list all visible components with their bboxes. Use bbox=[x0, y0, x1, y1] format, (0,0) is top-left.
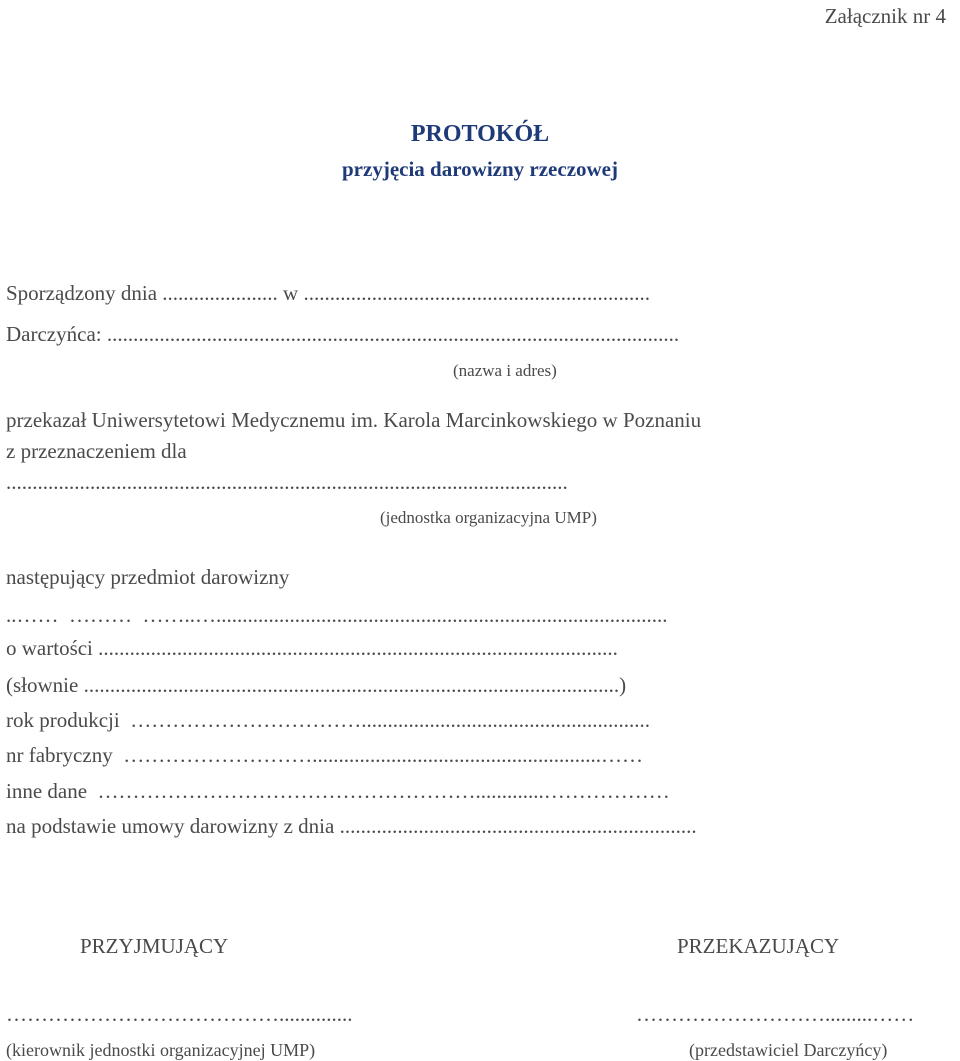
purpose-line: z przeznaczeniem dla bbox=[6, 439, 187, 463]
donor-line: Darczyńca: ............................................................................................................. bbox=[6, 322, 680, 346]
subject-dots-line: ..…… ……… ……..…...................................................................................... bbox=[6, 603, 668, 627]
unit-caption: (jednostka organizacyjna UMP) bbox=[380, 508, 597, 527]
annex-label: Załącznik nr 4 bbox=[824, 4, 946, 28]
other-data-line: inne dane ……………………………………………….............……………… bbox=[6, 779, 670, 803]
subject-line: następujący przedmiot darowizny bbox=[6, 565, 290, 589]
agreement-line: na podstawie umowy darowizny z dnia .................................................................... bbox=[6, 814, 697, 838]
production-year-line: rok produkcji ……………………………....................................................... bbox=[6, 708, 650, 732]
receiver-signature-dots: ………………………………….............. bbox=[6, 1002, 353, 1026]
donor-caption: (nazwa i adres) bbox=[453, 361, 557, 380]
donor-signature-caption: (przedstawiciel Darczyńcy) bbox=[689, 1040, 888, 1060]
transferred-line: przekazał Uniwersytetowi Medycznemu im. Karola Marcinkowskiego w Poznaniu bbox=[6, 408, 702, 432]
document-subtitle: przyjęcia darowizny rzeczowej bbox=[342, 157, 618, 181]
document-title: PROTOKÓŁ bbox=[410, 121, 550, 147]
donor-signature-dots: ……………………….........…… bbox=[636, 1002, 915, 1026]
in-words-line: (słownie ......................................................................................................) bbox=[6, 673, 627, 697]
donor-signature-title: PRZEKAZUJĄCY bbox=[677, 934, 840, 958]
receiver-caption: (kierownik jednostki organizacyjnej UMP) bbox=[6, 1040, 316, 1060]
drawn-up-line: Sporządzony dnia ...................... w .................................................................. bbox=[6, 281, 650, 305]
unit-dots-line: ........................................................................................................... bbox=[6, 470, 568, 494]
value-line: o wartości ................................................................................................... bbox=[6, 636, 618, 660]
receiver-title: PRZYJMUJĄCY bbox=[80, 934, 229, 958]
serial-number-line: nr fabryczny ……………………….......................................................…… bbox=[6, 743, 643, 767]
